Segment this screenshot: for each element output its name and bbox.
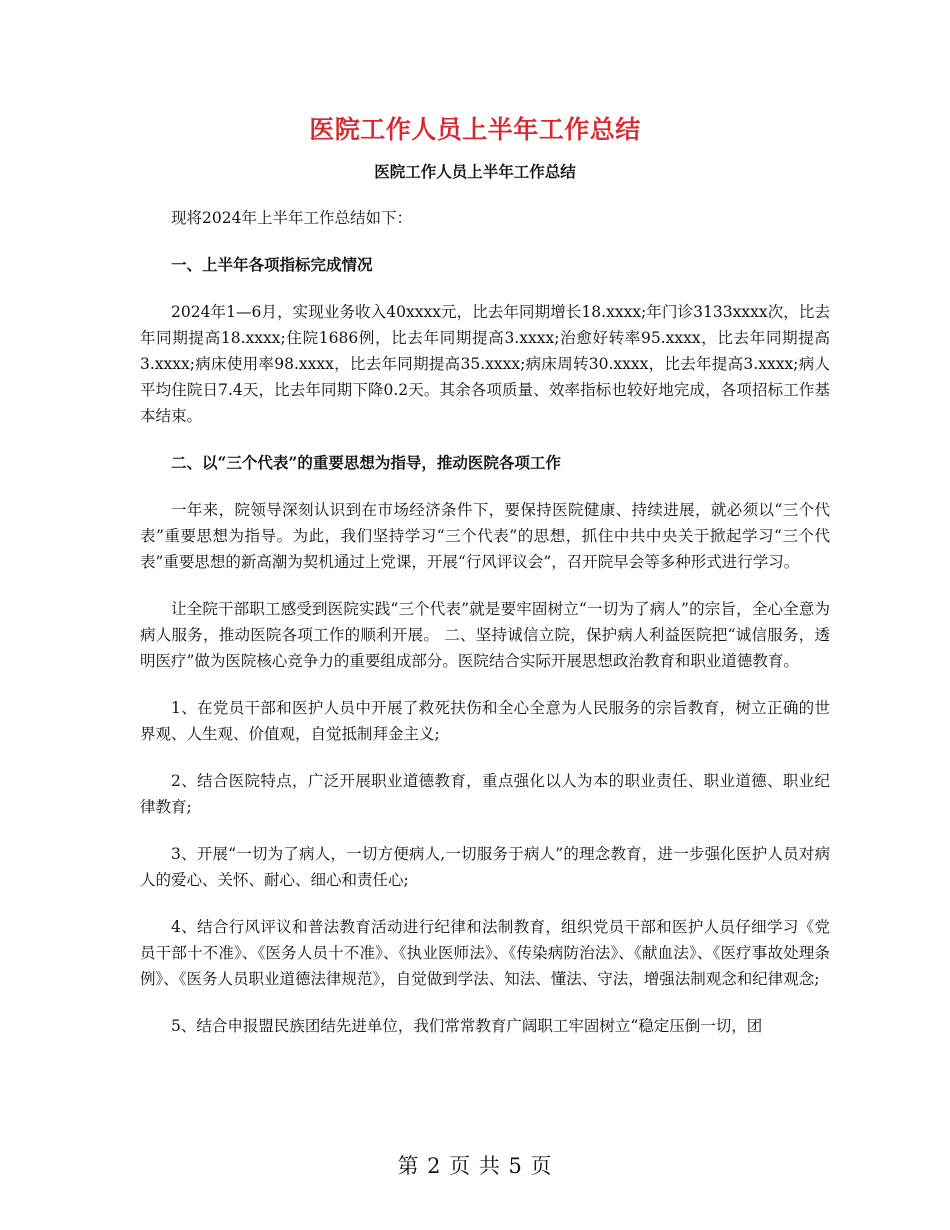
list-item: 2、结合医院特点，广泛开展职业道德教育，重点强化以人为本的职业责任、职业道德、职业纪律教育; (140, 772, 830, 816)
body-paragraph: 2024年1—6月，实现业务收入40xxxx元，比去年同期增长18.xxxx;年门诊3133xxxx次，比去年同期提高18.xxxx;住院1686例，比去年同期提高3.xxxx;治愈好转率95.xxxx，比去年同期提高3.xxxx;病床使用率98.xxxx，比去年同期提高35.xxxx;病床周转30.xxxx，比去年提高3.xxxx;病人平均住院日7.4天，比去年同期下降0.2天。其余各项质量、效率指标也较好地完成，各项招标工作基本结束。 (140, 303, 830, 425)
list-item: 3、开展“一切为了病人，一切方便病人,一切服务于病人”的理念教育，进一步强化医护人员对病人的爱心、关怀、耐心、细心和责任心; (140, 845, 830, 889)
list-item: 1、在党员干部和医护人员中开展了救死扶伤和全心全意为人民服务的宗旨教育，树立正确的世界观、人生观、价值观，自觉抵制拜金主义; (140, 699, 830, 743)
section-heading-2: 二、以“三个代表”的重要思想为指导，推动医院各项工作 (171, 453, 561, 472)
document-title: 医院工作人员上半年工作总结 (309, 115, 641, 144)
document-body (140, 205, 830, 1060)
intro-paragraph: 现将2024年上半年工作总结如下： (171, 209, 412, 227)
section-heading-1: 一、上半年各项指标完成情况 (171, 255, 373, 274)
document-subtitle: 医院工作人员上半年工作总结 (374, 162, 576, 181)
list-item: 5、结合申报盟民族团结先进单位，我们常常教育广阔职工牢固树立“稳定压倒一切，团 (171, 1017, 763, 1035)
list-item: 4、结合行风评议和普法教育活动进行纪律和法制教育，组织党员干部和医护人员仔细学习《党员干部十不准》、《医务人员十不准》、《执业医师法》、《传染病防治法》、《献血法》、《医疗事故处理条例》、《医务人员职业道德法律规范》，自觉做到学法、知法、懂法、守法，增强法制观念和纪律观念; (140, 918, 830, 988)
page-number-footer: 第 2 页 共 5 页 (397, 1154, 553, 1178)
body-paragraph: 一年来，院领导深刻认识到在市场经济条件下，要保持医院健康、持续进展，就必须以“三个代表”重要思想为指导。为此，我们坚持学习“三个代表”的思想，抓住中共中央关于掀起学习“三个代表”重要思想的新高潮为契机通过上党课，开展“行风评议会”，召开院早会等多种形式进行学习。 (140, 501, 830, 571)
body-paragraph: 让全院干部职工感受到医院实践“三个代表”就是要牢固树立“一切为了病人”的宗旨，全心全意为病人服务，推动医院各项工作的顺利开展。 二、坚持诚信立院，保护病人利益医院把“诚信服务，透明医疗”做为医院核心竞争力的重要组成部分。医院结合实际开展思想政治教育和职业道德教育。 (140, 600, 830, 670)
